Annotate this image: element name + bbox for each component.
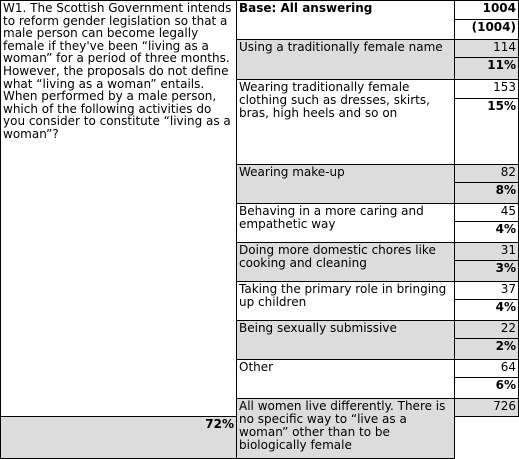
answer-label-domestic-chores: Doing more domestic chores like cooking and cleaning	[237, 243, 455, 282]
base-weighted-count: (1004)	[455, 20, 519, 40]
answer-pct-female-clothing: 15%	[455, 99, 519, 165]
answer-label-sexually-submissive: Being sexually submissive	[237, 321, 455, 360]
base-count: 1004	[455, 1, 519, 20]
answer-count-sexually-submissive: 22	[455, 321, 519, 339]
answer-count-female-clothing: 153	[455, 80, 519, 99]
answer-count-other: 64	[455, 360, 519, 378]
answer-pct-sexually-submissive: 2%	[455, 339, 519, 360]
answer-pct-caring: 4%	[455, 222, 519, 243]
answer-pct-biologically-female: 72%	[1, 417, 237, 459]
answer-label-caring: Behaving in a more caring and empathetic way	[237, 204, 455, 243]
answer-count-domestic-chores: 31	[455, 243, 519, 261]
answer-count-caring: 45	[455, 204, 519, 222]
answer-pct-bringing-up-children: 4%	[455, 300, 519, 321]
answer-label-make-up: Wearing make-up	[237, 165, 455, 204]
answer-pct-domestic-chores: 3%	[455, 261, 519, 282]
answer-count-make-up: 82	[455, 165, 519, 183]
answer-count-female-name: 114	[455, 40, 519, 58]
answer-pct-female-name: 11%	[455, 58, 519, 80]
answer-pct-other: 6%	[455, 378, 519, 399]
answer-label-bringing-up-children: Taking the primary role in bringing up children	[237, 282, 455, 321]
base-label: Base: All answering	[237, 1, 455, 40]
answer-count-bringing-up-children: 37	[455, 282, 519, 300]
answer-count-biologically-female: 726	[455, 399, 519, 417]
question-text: W1. The Scottish Government intends to reform gender legislation so that a male person can become legally female if they've been “living as a woman” for a period of three months. However, the proposals do not define what “living as a woman” entails. When performed by a male person, which of the following activities do you consider to constitute “living as a woman”?	[1, 1, 237, 417]
answer-label-female-clothing: Wearing traditionally female clothing such as dresses, skirts, bras, high heels and so on	[237, 80, 455, 165]
answer-label-other: Other	[237, 360, 455, 399]
answer-label-female-name: Using a traditionally female name	[237, 40, 455, 80]
answer-label-biologically-female: All women live differently. There is no specific way to “live as a woman” other than to be biologically female	[237, 399, 455, 459]
answer-pct-make-up: 8%	[455, 183, 519, 204]
